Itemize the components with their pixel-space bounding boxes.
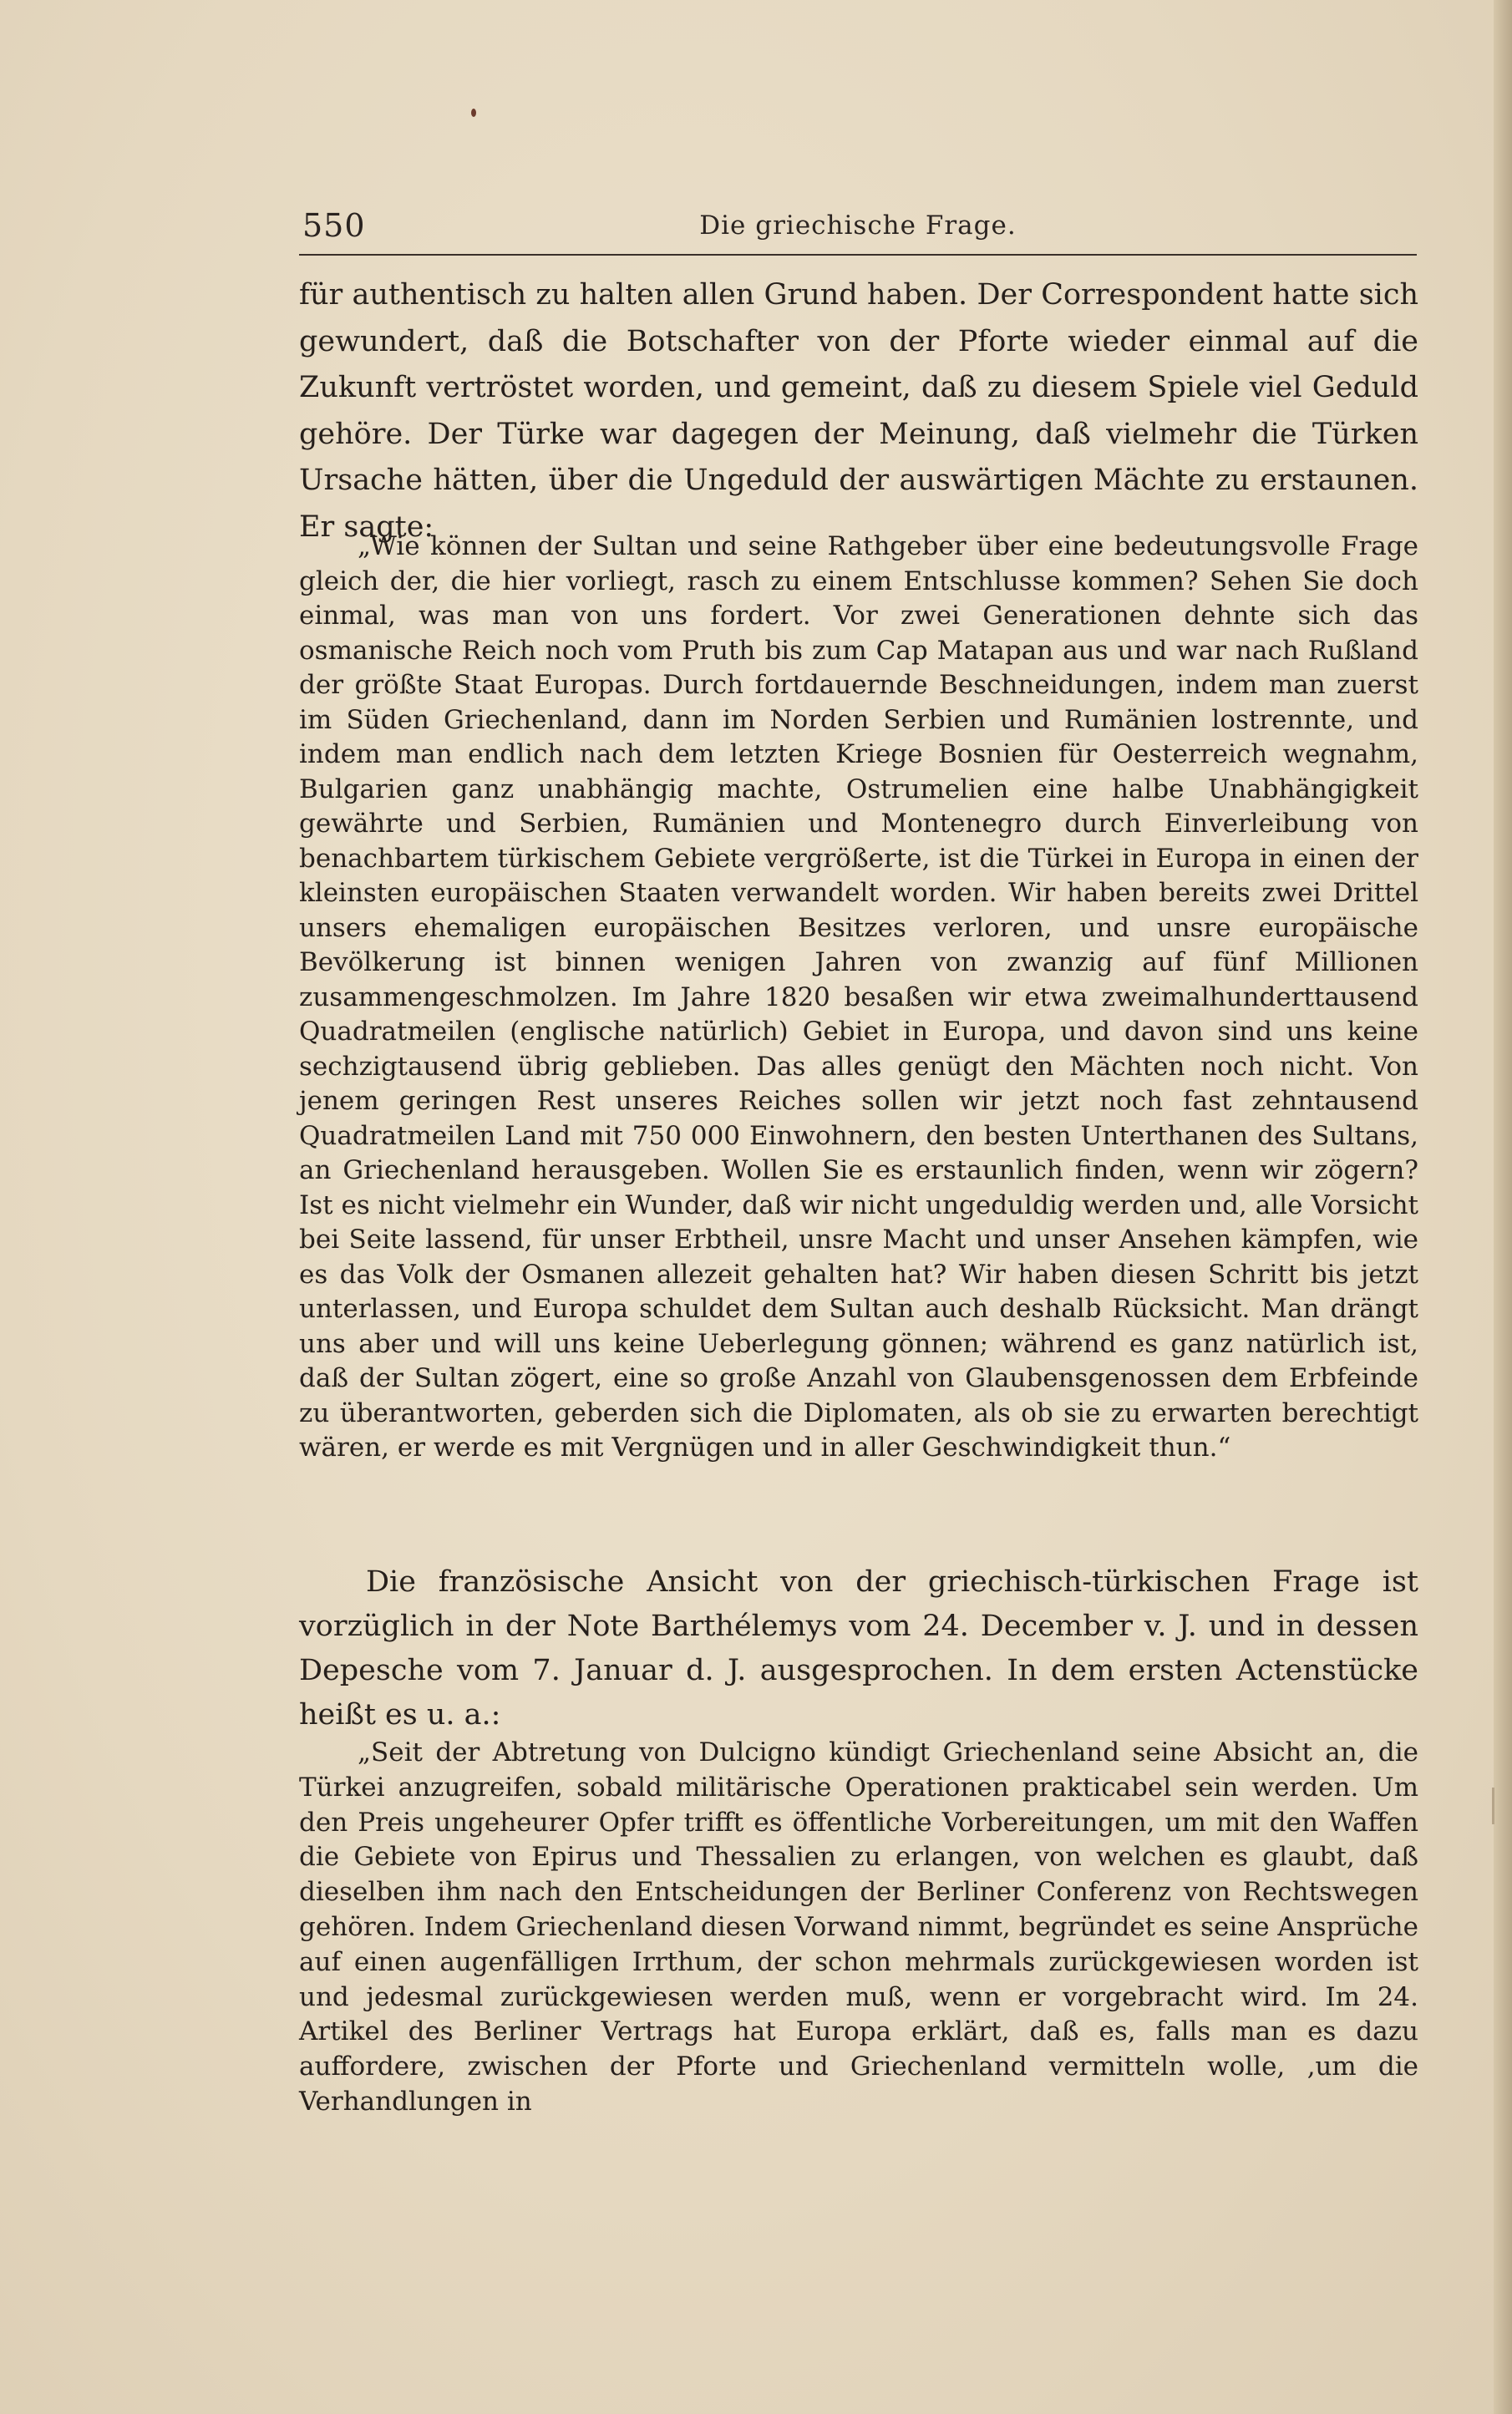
page-header [299,200,1417,256]
paragraph-intro: für authentisch zu halten allen Grund haben. Der Correspondent hatte sich gewundert, daß die Botschafter von der Pforte wieder einmal auf die Zukunft vertröstet worden, und gemeint, daß zu diesem Spiele viel Geduld gehöre. Der Türke war dagegen der Meinung, daß vielmehr die Türken Ursache hätten, über die Ungeduld der auswärtigen Mächte zu erstaunen. Er sagte: [299,278,1418,544]
ink-spot [471,109,476,117]
page-edge [1494,0,1512,2414]
quotation-barthelemy-note: „Seit der Abtretung von Dulcigno kündigt Griechenland seine Absicht an, die Türkei anzugreifen, sobald militärische Operationen prakticabel sein werden. Um den Preis ungeheurer Opfer trifft es öffentliche Vorbereitungen, um mit den Waffen die Gebiete von Epirus und Thessalien zu erlangen, von welchen es glaubt, daß dieselben ihm nach den Entscheidungen der Berliner Conferenz von Rechtswegen gehören. Indem Griechenland diesen Vorwand nimmt, begründet es seine Ansprüche auf einen augenfälligen Irrthum, der schon mehrmals zurückgewiesen worden ist und jedesmal zurückgewiesen werden muß, wenn er vorgebracht wird. Im 24. Artikel des Berliner Vertrags hat Europa erklärt, daß es, falls man es dazu auffordere, zwischen der Pforte und Griechenland vermitteln wolle, ‚um die Verhandlungen in [299,1737,1418,2117]
page-number: 550 [302,207,366,244]
paragraph-french-view: Die französische Ansicht von der griechisch-türkischen Frage ist vorzüglich in der Note Barthélemys vom 24. December v. J. und in dessen Depesche vom 7. Januar d. J. ausgesprochen. In dem ersten Actenstücke heißt es u. a.: [299,1565,1418,1732]
fold-mark [1492,1788,1494,1824]
quotation-turkish-view: „Wie können der Sultan und seine Rathgeber über eine bedeutungsvolle Frage gleich der, die hier vorliegt, rasch zu einem Entschlusse kommen? Sehen Sie doch einmal, was man von uns fordert. Vor zwei Generationen dehnte sich das osmanische Reich noch vom Pruth bis zum Cap Matapan aus und war nach Rußland der größte Staat Europas. Durch fortdauernde Beschneidungen, indem man zuerst im Süden Griechenland, dann im Norden Serbien und Rumänien lostrennte, und indem man endlich nach dem letzten Kriege Bosnien für Oesterreich wegnahm, Bulgarien ganz unabhängig machte, Ostrumelien eine halbe Unabhängigkeit gewährte und Serbien, Rumänien und Montenegro durch Einverleibung von benachbartem türkischem Gebiete vergrößerte, ist die Türkei in Europa in einen der kleinsten europäischen Staaten verwandelt worden. Wir haben bereits zwei Drittel unsers ehemaligen europäischen Besitzes verloren, und unsre europäische Bevölkerung ist binnen wenigen Jahren von zwanzig auf fünf Millionen zusammengeschmolzen. Im Jahre 1820 besaßen wir etwa zweimalhunderttausend Quadratmeilen (englische natürlich) Gebiet in Europa, und davon sind uns keine sechzigtausend übrig geblieben. Das alles genügt den Mächten noch nicht. Von jenem geringen Rest unseres Reiches sollen wir jetzt noch fast zehntausend Quadratmeilen Land mit 750 000 Einwohnern, den besten Unterthanen des Sultans, an Griechenland herausgeben. Wollen Sie es erstaunlich finden, wenn wir zögern? Ist es nicht vielmehr ein Wunder, daß wir nicht ungeduldig werden und, alle Vorsicht bei Seite lassend, für unser Erbtheil, unsre Macht und unser Ansehen kämpfen, wie es das Volk der Osmanen allezeit gehalten hat? Wir haben diesen Schritt bis jetzt unterlassen, und Europa schuldet dem Sultan auch deshalb Rücksicht. Man drängt uns aber und will uns keine Ueberlegung gönnen; während es ganz natürlich ist, daß der Sultan zögert, eine so große Anzahl von Glaubensgenossen dem Erbfeinde zu überantworten, geberden sich die Diplomaten, als ob sie zu erwarten berechtigt wären, er werde es mit Vergnügen und in aller Geschwindigkeit thun.“ [299,531,1418,1463]
running-title: Die griechische Frage. [699,210,1017,241]
